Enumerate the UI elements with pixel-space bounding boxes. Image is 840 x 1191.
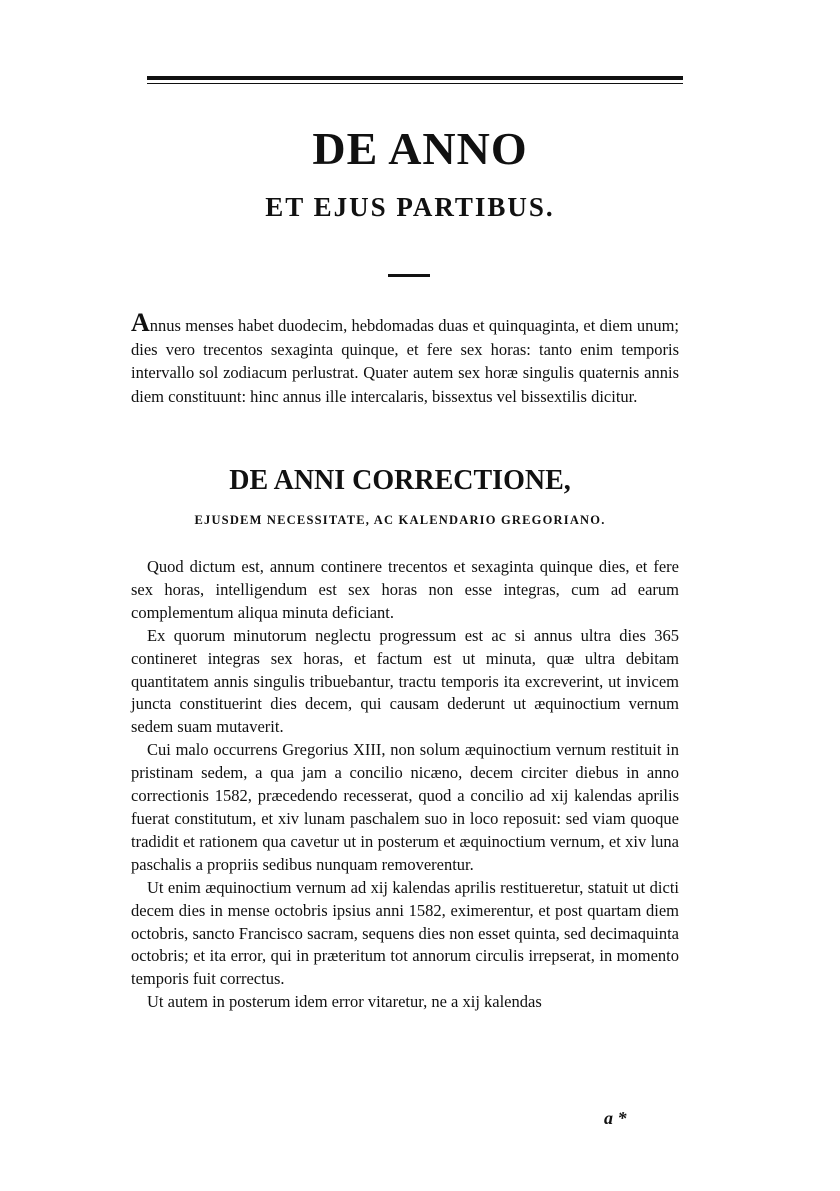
body-paragraph: Ex quorum minutorum neglectu progressum est ac si annus ultra dies 365 contineret integras sex horas, et factum est ut minuta, quæ ultra debitam quantitatem annis singulis tribuebantur, tractu temporis ita excreverint, ut invicem juncta constituerint dies decem, qui causam dederunt ut æquinoctium vernum sedem suam mutaverit. (131, 625, 679, 737)
top-rule-thin (147, 83, 683, 84)
section-title: DE ANNI CORRECTIONE, (229, 465, 571, 496)
page-title: DE ANNO (312, 123, 528, 174)
intro-dropcap: A (131, 308, 150, 337)
intro-text: nnus menses habet duodecim, hebdomadas duas et quinquaginta, et diem unum; dies vero trecentos sexaginta quinque, et fere sex horas: tanto enim temporis intervallo sol zodiacum perlustrat. Quater autem sex horæ singulis quaternis annis diem constituunt: hinc annus ille intercalaris, bissextus vel bissextilis dicitur. (131, 316, 679, 406)
signature-mark: a * (604, 1108, 627, 1128)
section-subtitle: EJUSDEM NECESSITATE, AC KALENDARIO GREGORIANO. (194, 513, 606, 527)
short-divider (388, 274, 430, 277)
body-paragraph: Ut autem in posterum idem error vitaretur, ne a xij kalendas (147, 992, 542, 1012)
body-paragraph: Cui malo occurrens Gregorius XIII, non solum æquinoctium vernum restituit in pristinam sedem, a qua jam a concilio nicæno, decem circiter diebus in anno correctionis 1582, præcedendo recesserat, quod a concilio ad xij kalendas aprilis fuerat constitutum, et xiv lunam paschalem suo in loco reposuit: sed viam quoque tradidit et rationem qua cavetur ut in posterum et æquinoctium vernum, et xiv luna paschalis a propriis sedibus nunquam removerentur. (131, 740, 679, 874)
page-subtitle: ET EJUS PARTIBUS. (265, 192, 555, 222)
section-body (131, 556, 679, 1014)
body-paragraph: Ut enim æquinoctium vernum ad xij kalendas aprilis restitueretur, statuit ut dicti decem dies in mense octobris ipsius anni 1582, eximerentur, et post quartam diem octobris, sancto Francisco sacram, sequens dies non esset quinta, sed decimaquinta octobris; et ita error, qui in præteritum tot annorum circulis irrepserat, in momento temporis fuit correctus. (131, 877, 679, 989)
top-rule (147, 76, 683, 80)
body-paragraph: Quod dictum est, annum continere trecentos et sexaginta quinque dies, et fere sex horas, intelligendum est sex horas non esse integras, cum ad earum complementum aliqua minuta deficiant. (131, 557, 679, 622)
intro-paragraph (131, 308, 679, 408)
